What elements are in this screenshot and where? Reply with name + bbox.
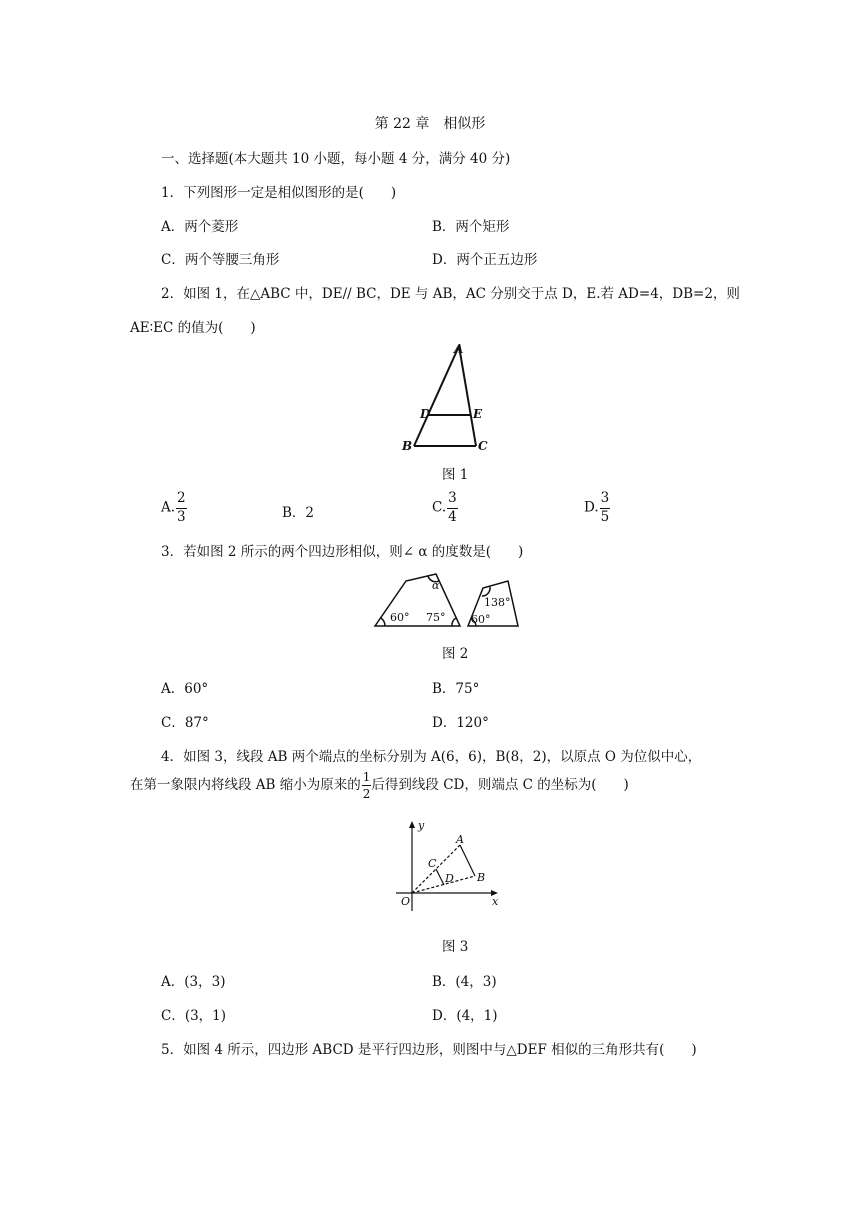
quadrilateral-1 bbox=[375, 574, 460, 626]
angle-arc bbox=[452, 618, 456, 626]
fig1-label-c: C bbox=[478, 439, 488, 453]
q4-option-c: C．(3，1) bbox=[161, 1008, 227, 1024]
segment-cd bbox=[436, 869, 444, 885]
fig3-label-o: O bbox=[401, 895, 411, 908]
fig2-angle-138: 138° bbox=[484, 596, 511, 609]
fig2-angle-60b: 60° bbox=[471, 613, 491, 626]
q4-stem-line1: 4．如图 3，线段 AB 两个端点的坐标分别为 A(6，6)，B(8，2)，以原点 O 为位似中心， bbox=[161, 749, 702, 765]
q2-option-b: B．2 bbox=[282, 505, 315, 521]
q2-option-d: D. $\frac{3}{5}$ bbox=[584, 490, 610, 525]
segment-ab bbox=[460, 845, 475, 876]
q4-stem-line2: 在第一象限内将线段 AB 缩小为原来的 $\frac{1}{2}$ 后得到线段 CD，则端点 C 的坐标为( ) bbox=[130, 770, 629, 801]
q3-stem: 3．若如图 2 所示的两个四边形相似，则∠ α 的度数是( ) bbox=[161, 544, 524, 560]
side-ac bbox=[459, 346, 476, 446]
fig1-label-b: B bbox=[402, 439, 413, 453]
q2-option-c: C. $\frac{3}{4}$ bbox=[432, 490, 457, 525]
fig3-label-a: A bbox=[456, 833, 464, 846]
fig3-label-c: C bbox=[428, 857, 437, 870]
fig2-alpha: α bbox=[432, 579, 440, 592]
fig1-label-d: D bbox=[420, 407, 431, 421]
side-ab bbox=[414, 346, 459, 446]
figure-3-caption: 图 3 bbox=[442, 939, 469, 955]
q4-option-a: A．(3，3) bbox=[161, 974, 226, 990]
fig1-label-a: A bbox=[454, 342, 464, 356]
figure-3-coordinate-plane bbox=[392, 816, 512, 916]
fig2-angle-60: 60° bbox=[390, 611, 410, 624]
q1-option-b: B．两个矩形 bbox=[432, 219, 510, 235]
q5-stem: 5．如图 4 所示，四边形 ABCD 是平行四边形，则图中与△DEF 相似的三角形共有( ) bbox=[161, 1042, 697, 1058]
q1-option-a: A．两个菱形 bbox=[161, 219, 239, 235]
figure-1-caption: 图 1 bbox=[442, 467, 469, 483]
q1-stem: 1．下列图形一定是相似图形的是( ) bbox=[161, 185, 397, 201]
figure-1-triangle bbox=[392, 338, 512, 458]
fig1-label-e: E bbox=[473, 407, 483, 421]
q1-option-d: D．两个正五边形 bbox=[432, 252, 538, 268]
q1-option-c: C．两个等腰三角形 bbox=[161, 252, 280, 268]
figure-2-caption: 图 2 bbox=[442, 646, 469, 662]
fig3-label-b: B bbox=[477, 871, 486, 884]
q3-option-a: A．60° bbox=[161, 681, 209, 697]
fig3-label-x: x bbox=[492, 895, 499, 908]
section-heading: 一、选择题(本大题共 10 小题，每小题 4 分，满分 40 分) bbox=[161, 151, 511, 167]
q3-option-c: C．87° bbox=[161, 715, 209, 731]
fig2-angle-75: 75° bbox=[426, 611, 446, 624]
q4-option-d: D．(4，1) bbox=[432, 1008, 498, 1024]
page-title: 第 22 章 相似形 bbox=[374, 116, 486, 132]
figure-2-quadrilaterals bbox=[370, 568, 530, 632]
y-axis-arrow bbox=[409, 821, 415, 828]
angle-arc bbox=[381, 618, 385, 626]
fig3-label-y: y bbox=[418, 819, 425, 832]
fig3-label-d: D bbox=[445, 872, 454, 885]
q2-stem-line1: 2．如图 1，在△ABC 中，DE// BC，DE 与 AB，AC 分别交于点 D，E.若 AD=4，DB=2，则 bbox=[161, 286, 740, 302]
q3-option-b: B．75° bbox=[432, 681, 480, 697]
q2-stem-line2: AE∶EC 的值为( ) bbox=[130, 320, 256, 336]
q4-option-b: B．(4，3) bbox=[432, 974, 497, 990]
q2-option-a: A. $\frac{2}{3}$ bbox=[161, 490, 186, 525]
q3-option-d: D．120° bbox=[432, 715, 489, 731]
